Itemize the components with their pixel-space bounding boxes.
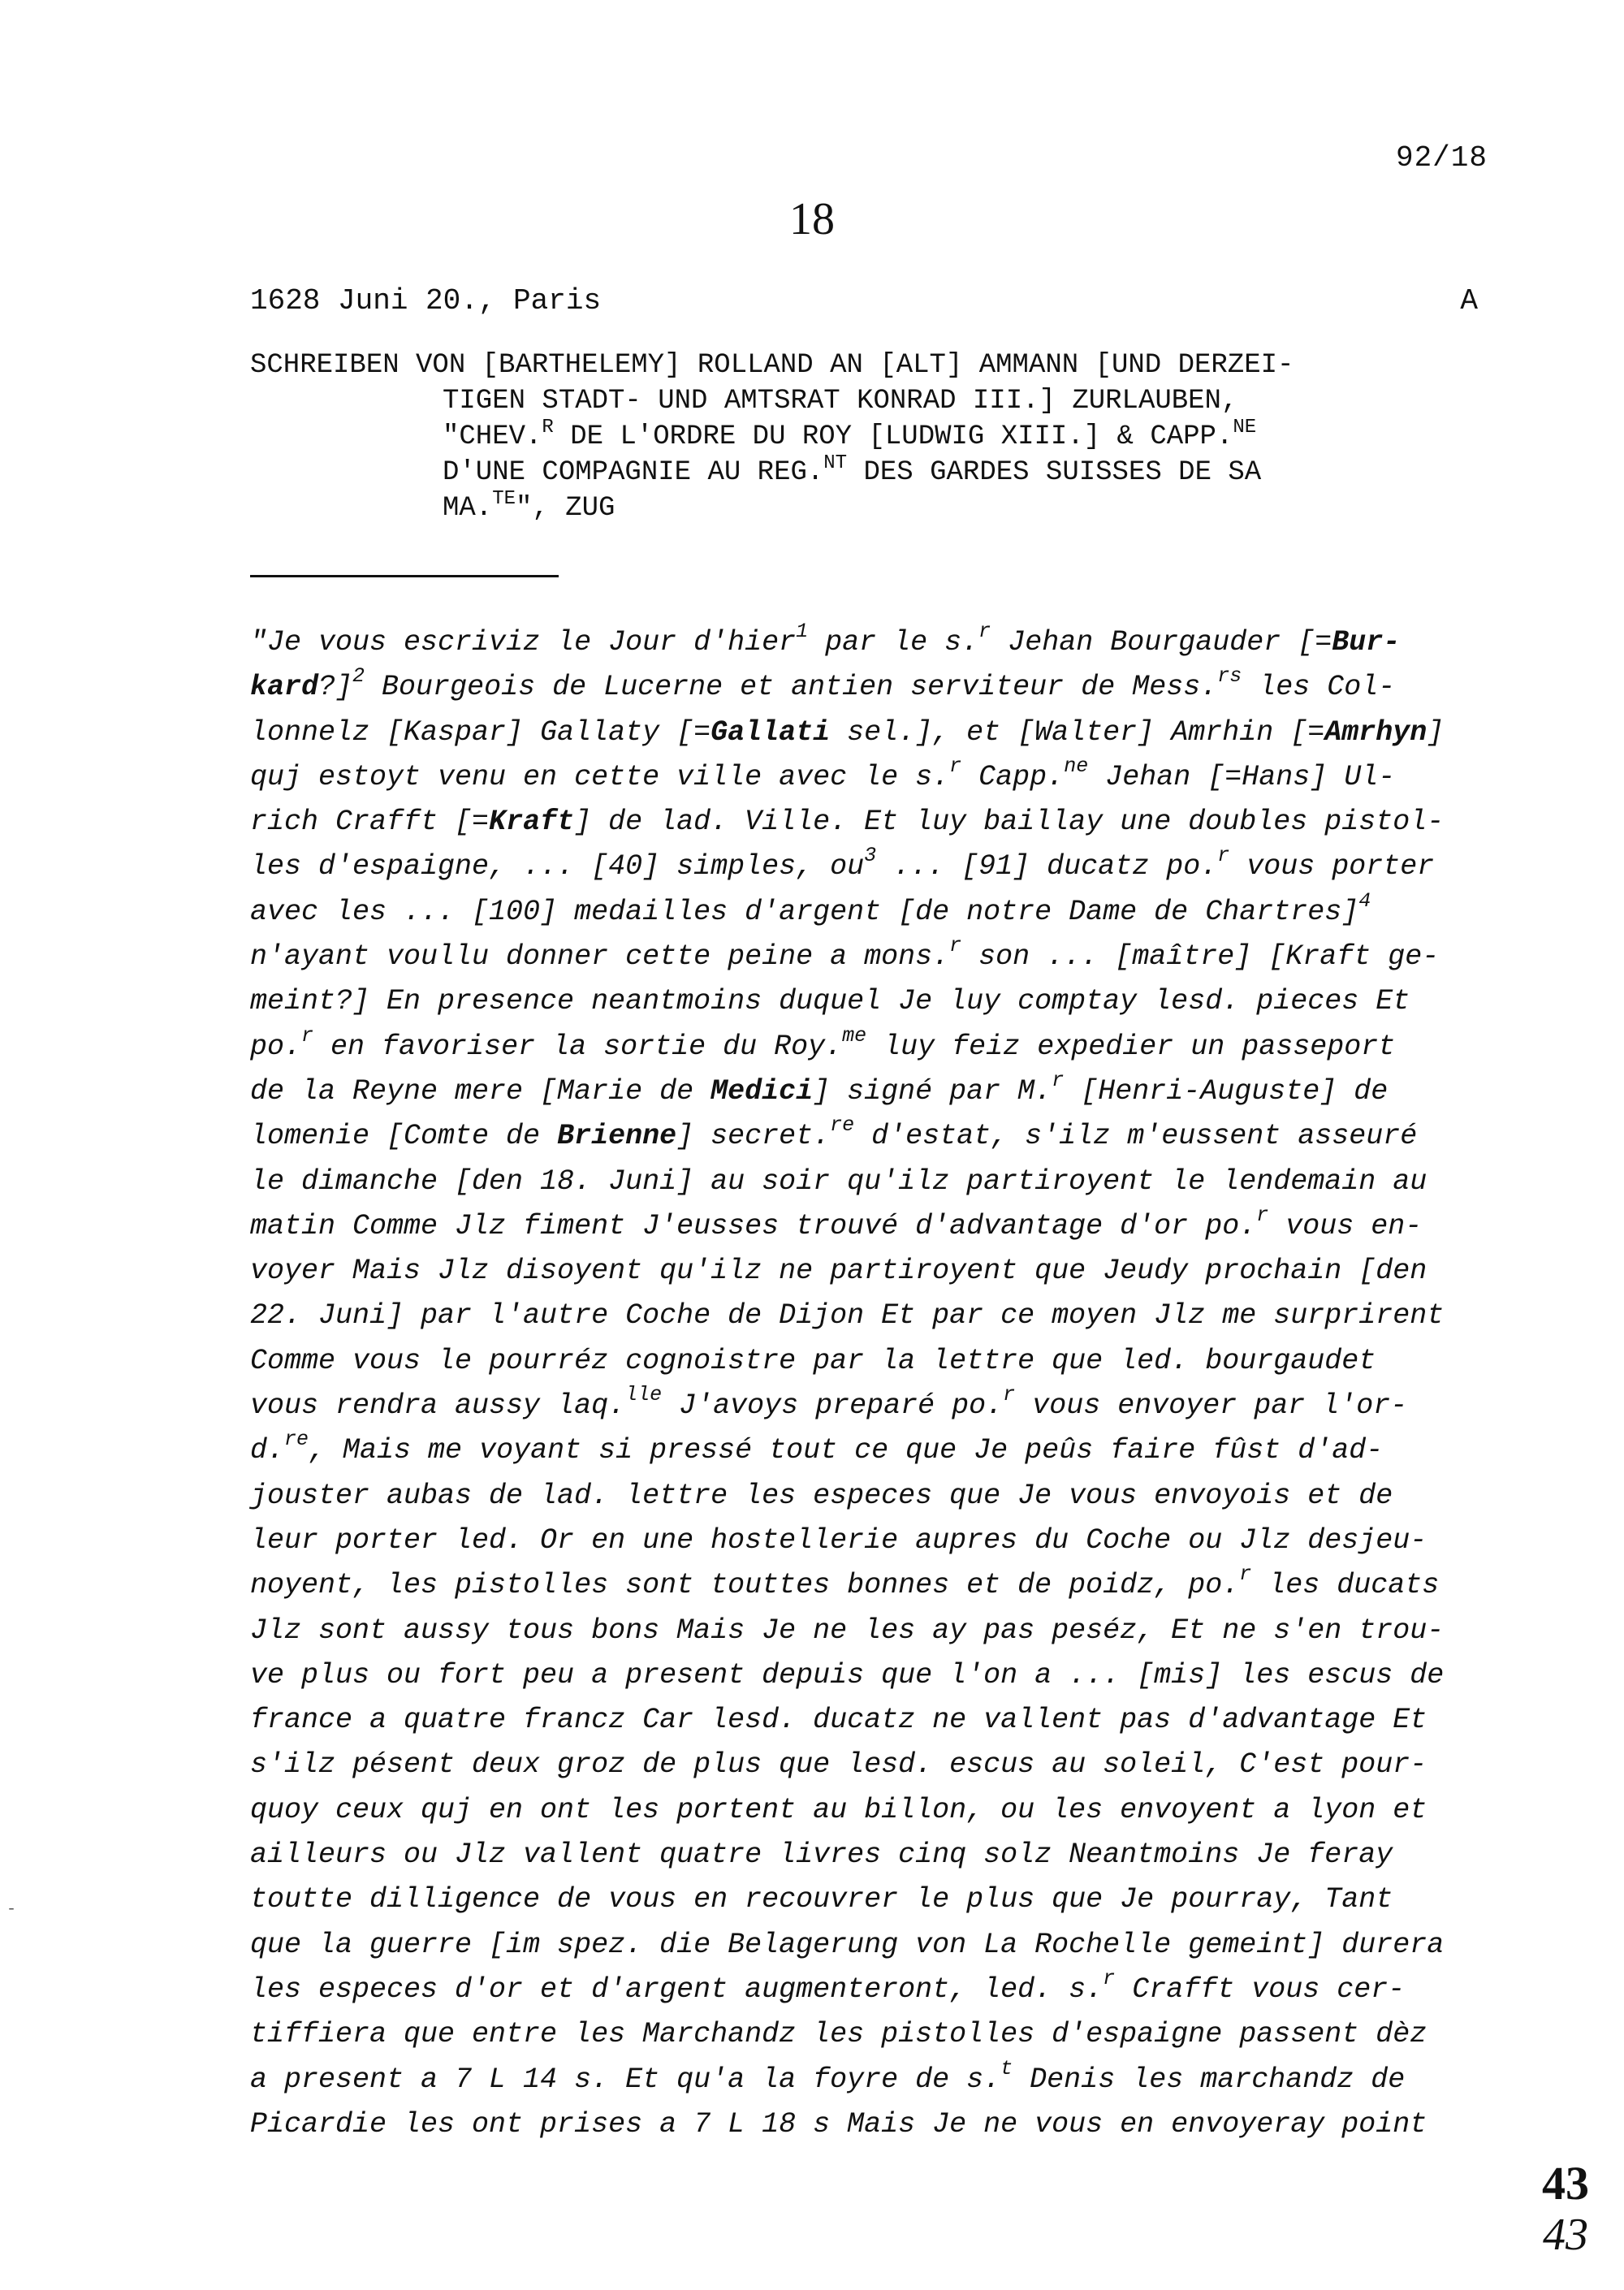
- folio-handwritten: 43: [1542, 2157, 1589, 2210]
- text-run: n'ayant voullu donner cette peine a mons.: [250, 940, 950, 974]
- text-run: lonnelz [Kaspar] Gallaty [=: [250, 715, 711, 749]
- text-line: [250, 1428, 1509, 1473]
- text-line: [250, 1069, 1509, 1114]
- text-run: ailleurs ou Jlz vallent quatre livres cinq solz Neantmoins Je feray: [250, 1838, 1393, 1872]
- text-line: [250, 1339, 1509, 1384]
- text-run: Picardie les ont prises a 7 L 18 s Mais Je ne vous en envoyeray point: [250, 2107, 1427, 2141]
- text-run: les d'espaigne, ... [40] simples, ou: [250, 850, 865, 884]
- superscript: r: [301, 1023, 314, 1048]
- superscript: R: [542, 417, 554, 439]
- text-run: en favoriser la sortie du Roy.: [313, 1030, 843, 1063]
- text-run: Crafft vous cer-: [1115, 1972, 1406, 2006]
- text-run: luy feiz expedier un passeport: [866, 1030, 1396, 1063]
- text-run: ve plus ou fort peu a present depuis que l'on a ... [mis] les escus de: [250, 1658, 1445, 1692]
- text-line: [250, 1968, 1509, 2012]
- text-line: [250, 1294, 1509, 1338]
- text-line: [250, 1114, 1509, 1159]
- text-line: [250, 1204, 1509, 1249]
- text-run: SCHREIBEN VON [BARTHELEMY] ROLLAND AN [ALT] AMMANN [UND DERZEI-: [250, 350, 1294, 381]
- text-run: jouster aubas de lad. lettre les especes que Je vous envoyois et de: [250, 1479, 1393, 1512]
- text-line: [250, 890, 1509, 935]
- text-line: [250, 2058, 1509, 2102]
- emphasized-name: Gallati: [710, 715, 831, 749]
- text-line: [250, 1563, 1509, 1608]
- heading-line: [250, 383, 1492, 419]
- date-place: 1628 Juni 20., Paris: [250, 284, 602, 318]
- text-run: "Je vous escriviz le Jour d'hier: [250, 626, 797, 659]
- text-run: , Mais me voyant si pressé tout ce que Je peûs faire fûst d'ad-: [309, 1434, 1384, 1467]
- text-run: 22. Juni] par l'autre Coche de Dijon Et par ce moyen Jlz me surprirent: [250, 1299, 1445, 1333]
- text-run: "CHEV.: [443, 421, 542, 452]
- emphasized-name: Medici: [710, 1074, 814, 1108]
- text-run: lomenie [Comte de: [250, 1120, 558, 1153]
- text-run: po.: [250, 1030, 302, 1063]
- text-line: [250, 1160, 1509, 1204]
- text-run: D'UNE COMPAGNIE AU REG.: [443, 457, 824, 488]
- text-run: quoy ceux quj en ont les portent au billon, ou les envoyent a lyon et: [250, 1793, 1427, 1826]
- superscript: r: [978, 620, 991, 643]
- heading-line: [250, 452, 1492, 490]
- text-run: s'ilz pésent deux groz de plus que lesd. escus au soleil, C'est pour-: [250, 1748, 1427, 1782]
- text-run: ?]: [318, 671, 353, 704]
- text-run: noyent, les pistolles sont touttes bonnes et de poidz, po.: [250, 1569, 1240, 1602]
- text-run: ] signé par M.: [813, 1074, 1052, 1108]
- text-run: J'avoys preparé po.: [662, 1389, 1004, 1423]
- text-run: les Col-: [1242, 671, 1396, 704]
- text-run: vous rendra aussy laq.: [250, 1389, 626, 1423]
- superscript: re: [284, 1428, 309, 1452]
- text-run: Jehan [=Hans] Ul-: [1088, 760, 1396, 793]
- superscript: r: [1003, 1383, 1016, 1407]
- text-run: meint?] En presence neantmoins duquel Je luy comptay lesd. pieces Et: [250, 985, 1410, 1018]
- text-line: [250, 1788, 1509, 1833]
- text-run: son ... [maître] [Kraft ge-: [961, 940, 1440, 974]
- text-run: DES GARDES SUISSES DE SA: [847, 457, 1262, 488]
- superscript: 4: [1358, 888, 1371, 913]
- text-run: avec les ... [100] medailles d'argent [de notre Dame de Chartres]: [250, 895, 1359, 928]
- text-line: [250, 1653, 1509, 1698]
- text-run: [Henri-Auguste] de: [1064, 1074, 1389, 1108]
- superscript: r: [1103, 1966, 1116, 1990]
- text-line: [250, 1698, 1509, 1743]
- separator-rule: [250, 575, 559, 577]
- emphasized-name: Brienne: [557, 1120, 677, 1153]
- document-number: 18: [789, 194, 835, 244]
- text-run: ... [91] ducatz po.: [876, 850, 1218, 884]
- text-run: par le s.: [808, 626, 979, 659]
- text-run: DE L'ORDRE DU ROY [LUDWIG XIII.] & CAPP.: [553, 421, 1233, 452]
- text-line: [250, 755, 1509, 800]
- text-run: les especes d'or et d'argent augmenteront, led. s.: [250, 1972, 1104, 2006]
- text-line: [250, 1474, 1509, 1519]
- text-line: [250, 1025, 1509, 1069]
- text-run: Jlz sont aussy tous bons Mais Je ne les ay pas peséz, Et ne s'en trou-: [250, 1614, 1445, 1647]
- text-run: tiffiera que entre les Marchandz les pistolles d'espaigne passent dèz: [250, 2018, 1427, 2051]
- superscript: re: [830, 1113, 855, 1138]
- emphasized-name: kard: [250, 671, 319, 704]
- text-line: [250, 845, 1509, 889]
- transcription-body: [250, 620, 1509, 2147]
- superscript: 2: [352, 664, 365, 689]
- text-run: a present a 7 L 14 s. Et qu'a la foyre de s.: [250, 2063, 1001, 2096]
- text-run: matin Comme Jlz fiment J'eusses trouvé d'advantage d'or po.: [250, 1209, 1257, 1242]
- text-run: ", ZUG: [516, 493, 615, 524]
- superscript: r: [1256, 1203, 1269, 1227]
- text-line: [250, 665, 1509, 710]
- heading-line: [250, 348, 1492, 383]
- superscript: TE: [492, 488, 516, 510]
- text-run: TIGEN STADT- UND AMTSRAT KONRAD III.] ZURLAUBEN,: [443, 386, 1238, 417]
- superscript: r: [1217, 844, 1230, 868]
- text-run: MA.: [443, 493, 493, 524]
- text-line: [250, 1249, 1509, 1294]
- text-line: [250, 2102, 1509, 2147]
- heading-line: [250, 419, 1492, 455]
- text-line: [250, 1923, 1509, 1968]
- text-line: [250, 1384, 1509, 1428]
- text-line: [250, 620, 1509, 665]
- text-run: voyer Mais Jlz disoyent qu'ilz ne partiroyent que Jeudy prochain [den: [250, 1255, 1427, 1288]
- text-run: de la Reyne mere [Marie de: [250, 1074, 711, 1108]
- text-run: les ducats: [1251, 1569, 1440, 1602]
- text-line: [250, 1609, 1509, 1653]
- document-heading: [250, 348, 1492, 526]
- text-run: que la guerre [im spez. die Belagerung von La Rochelle gemeint] durera: [250, 1928, 1445, 1961]
- superscript: rs: [1217, 664, 1242, 689]
- heading-line: [250, 490, 1492, 526]
- archive-reference: 92/18: [1395, 141, 1488, 175]
- superscript: r: [1239, 1562, 1252, 1587]
- text-run: Jehan Bourgauder [=: [991, 626, 1332, 659]
- superscript: t: [1000, 2056, 1013, 2080]
- text-run: d.: [250, 1434, 285, 1467]
- text-line: [250, 1519, 1509, 1563]
- text-line: [250, 2012, 1509, 2057]
- text-run: Comme vous le pourréz cognoistre par la lettre que led. bourgaudet: [250, 1344, 1376, 1377]
- folio-stamped: 43: [1543, 2210, 1588, 2260]
- text-run: ]: [1427, 715, 1445, 749]
- superscript: r: [949, 934, 962, 958]
- emphasized-name: Kraft: [489, 806, 575, 839]
- text-run: rich Crafft [=: [250, 806, 490, 839]
- text-run: sel.], et [Walter] Amrhin [=: [830, 715, 1325, 749]
- superscript: NE: [1233, 417, 1257, 439]
- text-line: [250, 1743, 1509, 1787]
- text-run: ] secret.: [676, 1120, 831, 1153]
- text-run: france a quatre francz Car lesd. ducatz ne vallent pas d'advantage Et: [250, 1704, 1427, 1737]
- superscript: 3: [864, 844, 877, 868]
- superscript: r: [949, 754, 962, 778]
- text-run: ] de lad. Ville. Et luy baillay une doubles pistol-: [574, 806, 1445, 839]
- superscript: lle: [625, 1383, 663, 1407]
- superscript: 1: [796, 620, 809, 643]
- variant-letter: A: [1460, 284, 1478, 318]
- text-run: le dimanche [den 18. Juni] au soir qu'ilz partiroyent le lendemain au: [250, 1164, 1427, 1198]
- text-run: Capp.: [961, 760, 1065, 793]
- text-run: Denis les marchandz de: [1013, 2063, 1406, 2096]
- emphasized-name: Amrhyn: [1324, 715, 1427, 749]
- superscript: r: [1052, 1068, 1065, 1092]
- text-run: vous porter: [1229, 850, 1435, 884]
- text-run: Bourgeois de Lucerne et antien serviteur de Mess.: [365, 671, 1218, 704]
- superscript: NT: [823, 452, 848, 474]
- text-run: toutte dilligence de vous en recouvrer le plus que Je pourray, Tant: [250, 1883, 1393, 1916]
- superscript: ne: [1064, 754, 1089, 778]
- text-line: [250, 711, 1509, 755]
- text-line: [250, 1833, 1509, 1877]
- superscript: me: [842, 1023, 867, 1048]
- emphasized-name: Bur-: [1332, 626, 1401, 659]
- margin-mark: -: [6, 1900, 17, 1919]
- text-line: [250, 800, 1509, 845]
- folio-number: [1525, 2157, 1606, 2260]
- text-run: quj estoyt venu en cette ville avec le s.: [250, 760, 950, 793]
- text-line: [250, 979, 1509, 1024]
- text-run: d'estat, s'ilz m'eussent asseuré: [854, 1120, 1418, 1153]
- text-line: [250, 1877, 1509, 1922]
- text-line: [250, 935, 1509, 979]
- text-run: vous en-: [1268, 1209, 1423, 1242]
- text-run: vous envoyer par l'or-: [1015, 1389, 1408, 1423]
- text-run: leur porter led. Or en une hostellerie aupres du Coche ou Jlz desjeu-: [250, 1523, 1427, 1557]
